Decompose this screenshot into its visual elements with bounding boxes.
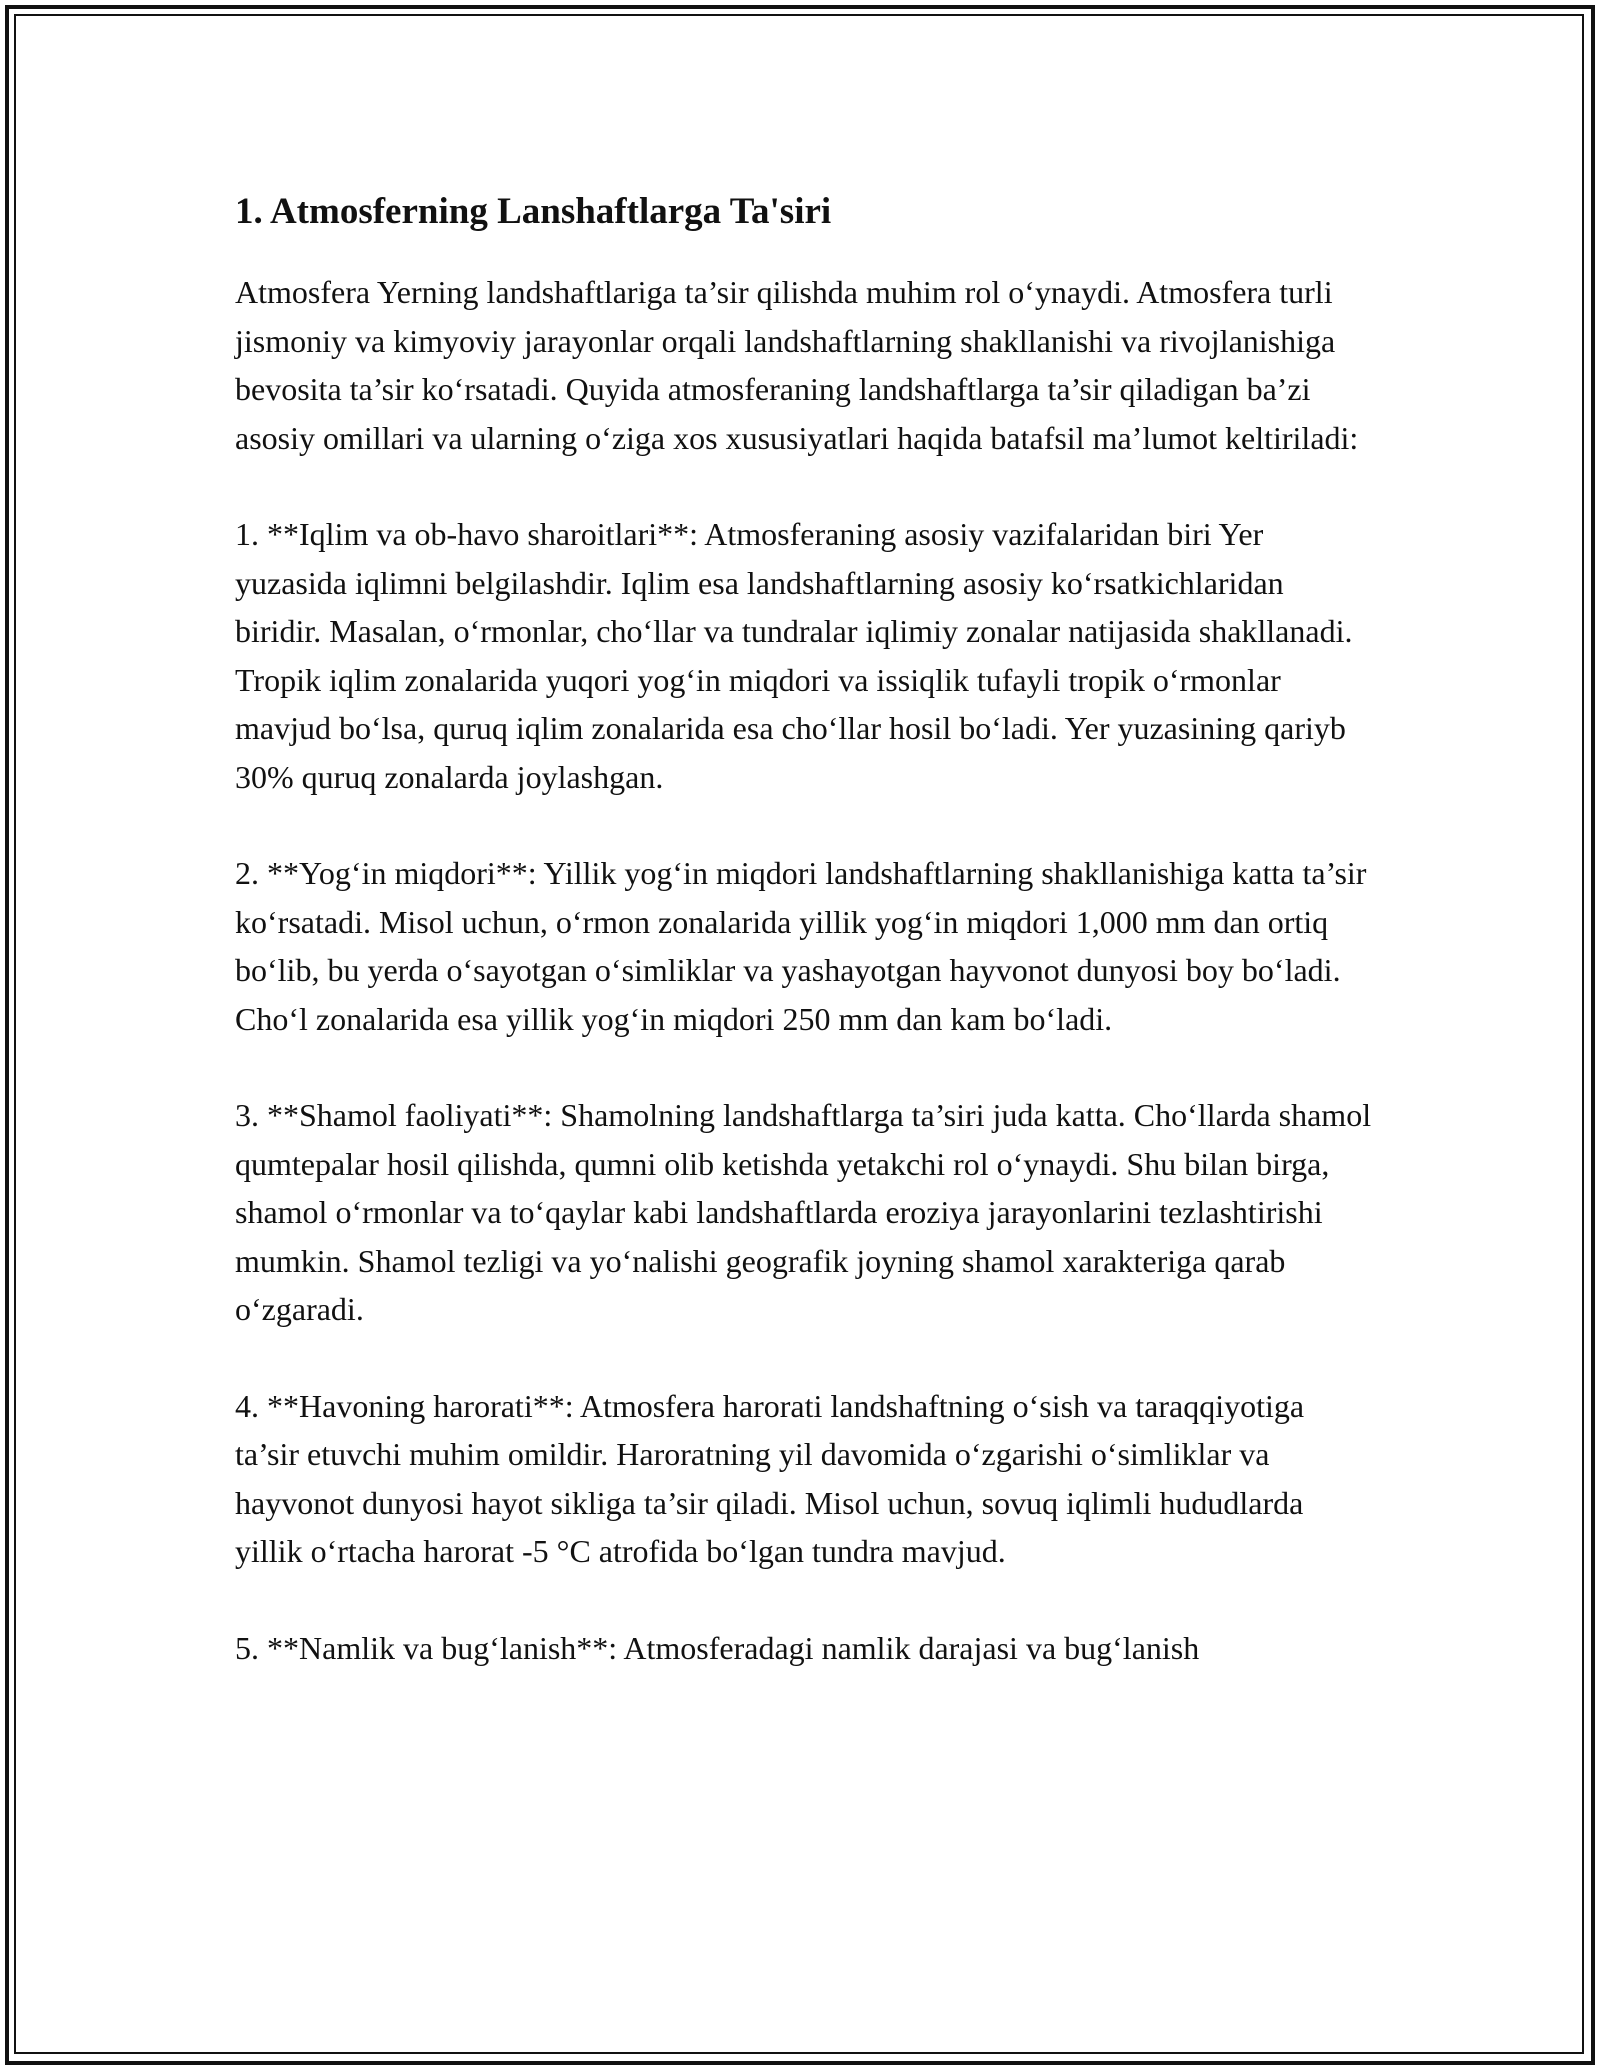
paragraph-temperature: 4. **Havoning harorati**: Atmosfera harorati landshaftning o‘sish va taraqqiyotiga ta’sir etuvchi muhim omildir. Haroratning yil davomida o‘zgarishi o‘simliklar va hayvonot dunyosi hayot sikliga ta’sir qiladi. Misol uchun, sovuq iqlimli hududlarda yillik o‘rtacha harorat -5 °C atrofida bo‘lgan tundra mavjud.: [235, 1387, 1305, 1569]
paragraph-wind: 3. **Shamol faoliyati**: Shamolning landshaftlarga ta’siri juda katta. Cho‘llarda shamol qumtepalar hosil qilishda, qumni olib ketishda yetakchi rol o‘ynaydi. Shu bilan birga, shamol o‘rmonlar va to‘qaylar kabi landshaftlarda eroziya jarayonlarini tezlashtirishi mumkin. Shamol tezligi va yo‘nalishi geografik joyning shamol xarakteriga qarab o‘zgaradi.: [235, 1097, 1372, 1327]
paragraph-climate: 1. **Iqlim va ob-havo sharoitlari**: Atmosferaning asosiy vazifalaridan biri Yer yuzasida iqlimni belgilashdir. Iqlim esa landshaftlarning asosiy ko‘rsatkichlaridan biridir. Masalan, o‘rmonlar, cho‘llar va tundralar iqlimiy zonalar natijasida shakllanadi. Tropik iqlim zonalarida yuqori yog‘in miqdori va issiqlik tufayli tropik o‘rmonlar mavjud bo‘lsa, quruq iqlim zonalarida esa cho‘llar hosil bo‘ladi. Yer yuzasining qariyb 30% quruq zonalarda joylashgan.: [235, 516, 1353, 795]
paragraph-precipitation: 2. **Yog‘in miqdori**: Yillik yog‘in miqdori landshaftlarning shakllanishiga katta ta’sir ko‘rsatadi. Misol uchun, o‘rmon zonalarida yillik yog‘in miqdori 1,000 mm dan ortiq bo‘lib, bu yerda o‘sayotgan o‘simliklar va yashayotgan hayvonot dunyosi boy bo‘ladi. Cho‘l zonalarida esa yillik yog‘in miqdori 250 mm dan kam bo‘ladi.: [235, 855, 1367, 1037]
document-title: 1. Atmosferning Lanshaftlarga Ta'siri: [235, 191, 832, 232]
intro-paragraph: Atmosfera Yerning landshaftlariga ta’sir qilishda muhim rol o‘ynaydi. Atmosfera turli jismoniy va kimyoviy jarayonlar orqali landshaftlarning shakllanishi va rivojlanishiga bevosita ta’sir ko‘rsatadi. Quyida atmosferaning landshaftlarga ta’sir qiladigan ba’zi asosiy omillari va ularning o‘ziga xos xususiyatlari haqida batafsil ma’lumot keltiriladi:: [235, 274, 1359, 456]
document-body: [235, 188, 1375, 1720]
paragraph-humidity: 5. **Namlik va bug‘lanish**: Atmosferadagi namlik darajasi va bug‘lanish: [235, 1629, 1200, 1666]
